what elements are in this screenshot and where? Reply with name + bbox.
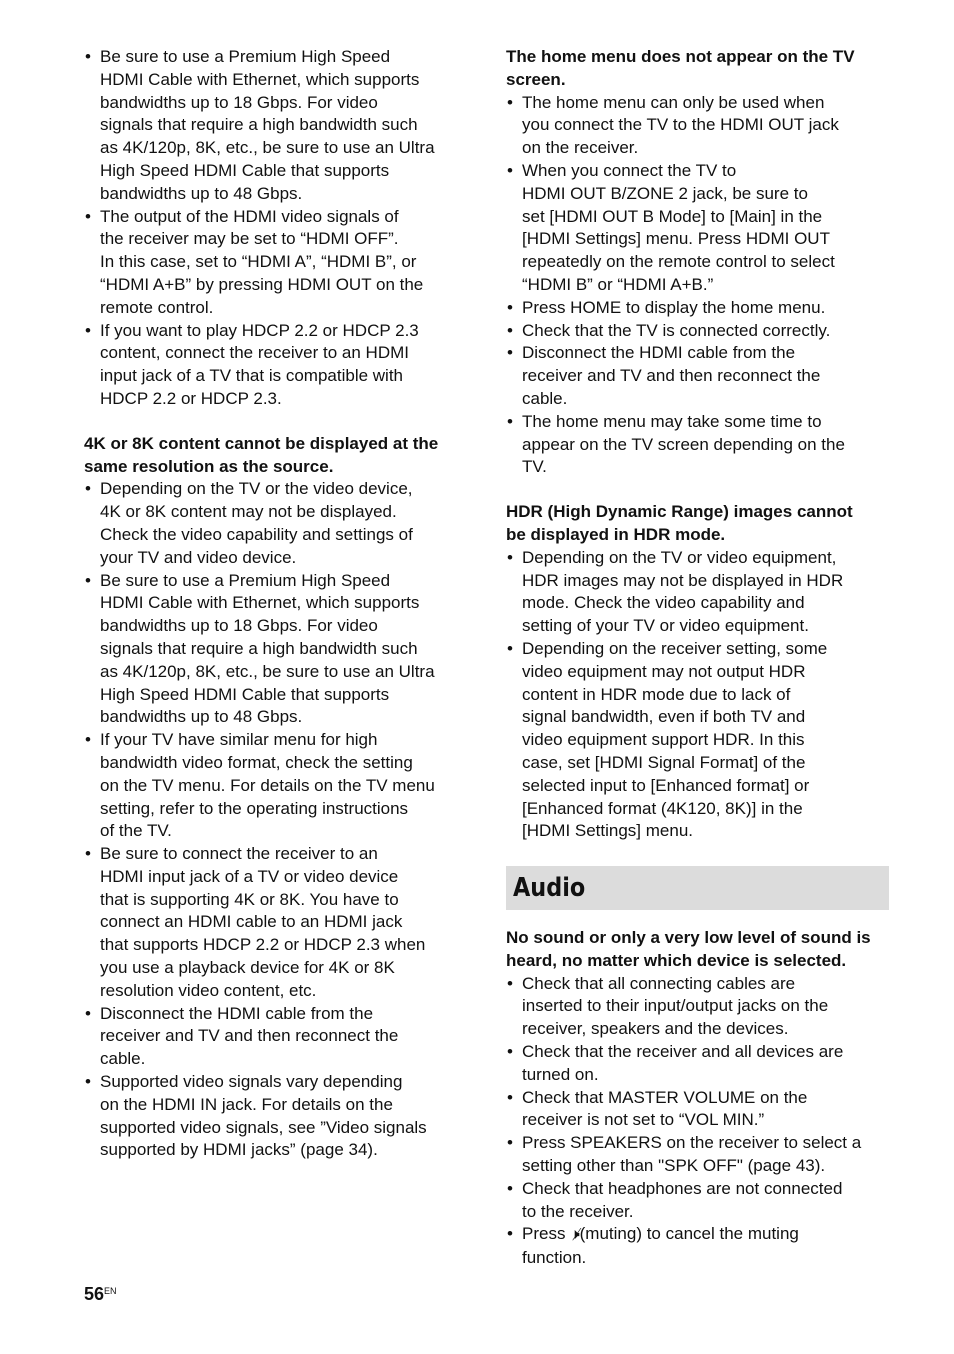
list-item: • Be sure to use a Premium High Speed HDMI Cable with Ethernet, which supports bandwidths up to 18 Gbps. For video signals that require a high bandwidth such as 4K/120p, 8K, etc., be sure to use an Ultra High Speed HDMI Cable that supports bandwidths up to 48 Gbps. [84, 46, 464, 206]
right-column [506, 46, 886, 1270]
list-item: • Check that headphones are not connected to the receiver. [506, 1178, 886, 1224]
list-item: • The home menu can only be used when you connect the TV to the HDMI OUT jack on the receiver. [506, 92, 886, 160]
muting-text-after: (muting) to cancel the muting function. [522, 1224, 799, 1268]
bullet-list-hdr [506, 547, 886, 843]
language-code: EN [104, 1286, 117, 1296]
list-item: • Depending on the TV or video equipment, HDR images may not be displayed in HDR mode. Check the video capability and setting of your TV or video equipment. [506, 547, 886, 638]
list-item: • Disconnect the HDMI cable from the receiver and TV and then reconnect the cable. [84, 1003, 464, 1071]
list-item: • The output of the HDMI video signals of the receiver may be set to “HDMI OFF”. In this case, set to “HDMI A”, “HDMI B”, or “HDMI A+B” by pressing HDMI OUT on the remote control. [84, 206, 464, 320]
list-item: • Disconnect the HDMI cable from the receiver and TV and then reconnect the cable. [506, 342, 886, 410]
list-item: • Check that the TV is connected correctly. [506, 320, 886, 343]
list-item: • If you want to play HDCP 2.2 or HDCP 2.3 content, connect the receiver to an HDMI input jack of a TV that is compatible with HDCP 2.2 or HDCP 2.3. [84, 320, 464, 411]
muting-text-before: Press [522, 1224, 571, 1244]
list-item: • Check that MASTER VOLUME on the receiver is not set to “VOL MIN.” [506, 1087, 886, 1133]
list-item: • Supported video signals vary depending on the HDMI IN jack. For details on the supported video signals, see ”Video signals supported by HDMI jacks” (page 34). [84, 1071, 464, 1162]
list-item: • Press HOME to display the home menu. [506, 297, 886, 320]
mute-icon: 🕨̸ [570, 1226, 579, 1244]
bullet-list-home-menu [506, 92, 886, 480]
page-number [84, 1284, 117, 1305]
left-column [84, 46, 464, 1162]
list-item: • Press SPEAKERS on the receiver to select a setting other than "SPK OFF" (page 43). [506, 1132, 886, 1178]
bullet-list-4k-8k [84, 478, 464, 1162]
list-item: • When you connect the TV to HDMI OUT B/ZONE 2 jack, be sure to set [HDMI OUT B Mode] to [Main] in the [HDMI Settings] menu. Press HDMI OUT repeatedly on the remote control to select “HDMI B” or “HDMI A+B.” [506, 160, 886, 297]
list-item-muting [506, 1223, 886, 1270]
list-item: • Check that all connecting cables are inserted to their input/output jacks on the receiver, speakers and the devices. [506, 973, 886, 1041]
audio-section-header [506, 866, 889, 910]
heading-no-sound: No sound or only a very low level of sound is heard, no matter which device is selected. [506, 928, 871, 970]
heading-hdr: HDR (High Dynamic Range) images cannot be displayed in HDR mode. [506, 502, 853, 544]
bullet-list-no-sound [506, 973, 886, 1270]
list-item: • If your TV have similar menu for high bandwidth video format, check the setting on the TV menu. For details on the TV menu setting, refer to the operating instructions of the TV. [84, 729, 464, 843]
page-number-value: 56 [84, 1284, 105, 1304]
list-item: • Depending on the TV or the video device, 4K or 8K content may not be displayed. Check the video capability and settings of your TV and video device. [84, 478, 464, 569]
list-item: • The home menu may take some time to appear on the TV screen depending on the TV. [506, 411, 886, 479]
list-item: • Be sure to connect the receiver to an HDMI input jack of a TV or video device that is supporting 4K or 8K. You have to connect an HDMI cable to an HDMI jack that supports HDCP 2.2 or HDCP 2.3 when you use a playback device for 4K or 8K resolution video content, etc. [84, 843, 464, 1003]
list-item: • Depending on the receiver setting, some video equipment may not output HDR content in HDR mode due to lack of signal bandwidth, even if both TV and video equipment support HDR. In this case, set [HDMI Signal Format] of the selected input to [Enhanced format] or [Enhanced format (4K120, 8K)] in the [HDMI Settings] menu. [506, 638, 886, 843]
intro-bullet-list [84, 46, 464, 411]
heading-home-menu: The home menu does not appear on the TV screen. [506, 47, 855, 89]
heading-4k-8k: 4K or 8K content cannot be displayed at the same resolution as the source. [84, 433, 439, 476]
list-item: • Be sure to use a Premium High Speed HDMI Cable with Ethernet, which supports bandwidths up to 18 Gbps. For video signals that require a high bandwidth such as 4K/120p, 8K, etc., be sure to use an Ultra High Speed HDMI Cable that supports bandwidths up to 48 Gbps. [84, 570, 464, 730]
section-title: Audio [513, 873, 586, 904]
list-item: • Check that the receiver and all devices are turned on. [506, 1041, 886, 1087]
